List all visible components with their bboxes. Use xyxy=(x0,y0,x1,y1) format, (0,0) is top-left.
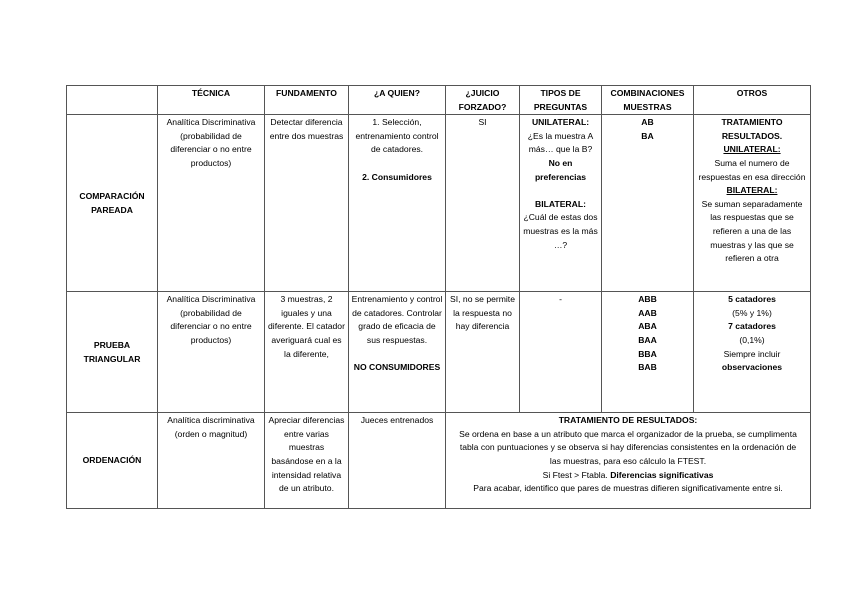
cell-combinaciones xyxy=(602,115,694,292)
otros-line: Siempre incluir xyxy=(723,348,781,359)
cell-preguntas: - xyxy=(520,292,602,413)
quien-no-consumidores: NO CONSUMIDORES xyxy=(353,362,441,373)
otros-unilateral-title: UNILATERAL: xyxy=(723,144,781,155)
tratamiento-condition xyxy=(456,469,800,483)
header-empty xyxy=(67,86,158,115)
combo-item: BA xyxy=(641,130,654,141)
otros-line: 7 catadores xyxy=(728,321,776,332)
row-comparacion-pareada xyxy=(67,115,811,292)
combo-item: AAB xyxy=(638,307,657,318)
quien-seleccion: 1. Selección, entrenamiento control de catadores. xyxy=(355,117,439,155)
cell-tecnica: Analítica Discriminativa (probabilidad de diferenciar o no entre productos) xyxy=(158,115,265,292)
otros-bilateral-title: BILATERAL: xyxy=(726,185,778,196)
header-otros: OTROS xyxy=(694,86,811,115)
ftest-condition: Si Ftest > Ftabla. xyxy=(542,469,608,480)
combo-item: AB xyxy=(641,117,654,128)
cell-juicio: SI, no se permite la respuesta no hay diferencia xyxy=(446,292,520,413)
unilateral-note: No en preferencias xyxy=(534,157,587,182)
otros-line: (5% y 1%) xyxy=(732,307,772,318)
cell-fundamento: Detectar diferencia entre dos muestras xyxy=(265,115,349,292)
cell-otros xyxy=(694,292,811,413)
tratamiento-text: Se ordena en base a un atributo que marca el organizador de la prueba, se cumplimenta tabla con puntuaciones y se observa si hay diferencias consistentes en la ordenación de las muestras, para eso cálculo la FTEST. xyxy=(459,428,797,466)
header-combinaciones: COMBINACIONES MUESTRAS xyxy=(602,86,694,115)
row-label: ORDENACIÓN xyxy=(67,413,158,509)
cell-a-quien: Jueces entrenados xyxy=(349,413,446,509)
unilateral-question: ¿Es la muestra A más… que la B? xyxy=(527,130,594,155)
cell-combinaciones xyxy=(602,292,694,413)
otros-unilateral-text: Suma el numero de respuestas en esa dirección xyxy=(698,157,806,182)
bilateral-question: ¿Cuál de estas dos muestras es la más …? xyxy=(523,212,598,250)
quien-entrenamiento: Entrenamiento y control de catadores. Controlar grado de eficacia de sus respuestas. xyxy=(351,294,443,345)
otros-line: 5 catadores xyxy=(728,294,776,305)
cell-tecnica: Analítica Discriminativa (probabilidad de diferenciar o no entre productos) xyxy=(158,292,265,413)
otros-bilateral-text: Se suman separadamente las respuestas que se refieren a una de las muestras y las que se refieren a otra xyxy=(701,198,803,264)
header-juicio-forzado: ¿JUICIO FORZADO? xyxy=(446,86,520,115)
header-tipos-preguntas: TIPOS DE PREGUNTAS xyxy=(520,86,602,115)
cell-a-quien xyxy=(349,292,446,413)
cell-otros xyxy=(694,115,811,292)
cell-fundamento: 3 muestras, 2 iguales y una diferente. El catador averiguará cual es la diferente, xyxy=(265,292,349,413)
combo-item: ABB xyxy=(638,294,657,305)
cell-a-quien xyxy=(349,115,446,292)
sensory-tests-table xyxy=(66,85,811,509)
diferencias-significativas: Diferencias significativas xyxy=(610,469,714,480)
row-ordenacion xyxy=(67,413,811,509)
cell-tecnica: Analítica discriminativa (orden o magnitud) xyxy=(158,413,265,509)
row-prueba-triangular xyxy=(67,292,811,413)
unilateral-title: UNILATERAL: xyxy=(531,117,590,128)
otros-line: observaciones xyxy=(721,362,783,373)
cell-fundamento: Apreciar diferencias entre varias muestras basándose en a la intensidad relativa de un atributo. xyxy=(265,413,349,509)
header-a-quien: ¿A QUIEN? xyxy=(349,86,446,115)
row-label: COMPARACIÓN PAREADA xyxy=(67,115,158,292)
combo-item: BAB xyxy=(638,362,657,373)
cell-tratamiento-resultados xyxy=(446,413,811,509)
header-tecnica: TÉCNICA xyxy=(158,86,265,115)
combo-item: BAA xyxy=(638,334,657,345)
tratamiento-title: TRATAMIENTO RESULTADOS. xyxy=(721,117,783,141)
quien-consumidores: 2. Consumidores xyxy=(362,171,432,182)
tratamiento-title: TRATAMIENTO DE RESULTADOS: xyxy=(558,415,698,426)
combo-item: ABA xyxy=(638,321,657,332)
header-row xyxy=(67,86,811,115)
cell-juicio: SI xyxy=(446,115,520,292)
row-label: PRUEBA TRIANGULAR xyxy=(67,292,158,413)
cell-preguntas xyxy=(520,115,602,292)
bilateral-title: BILATERAL: xyxy=(535,198,586,209)
header-fundamento: FUNDAMENTO xyxy=(265,86,349,115)
tratamiento-end: Para acabar, identifico que pares de muestras difieren significativamente entre si. xyxy=(473,483,783,494)
otros-line: (0,1%) xyxy=(739,334,765,345)
combo-item: BBA xyxy=(638,348,657,359)
